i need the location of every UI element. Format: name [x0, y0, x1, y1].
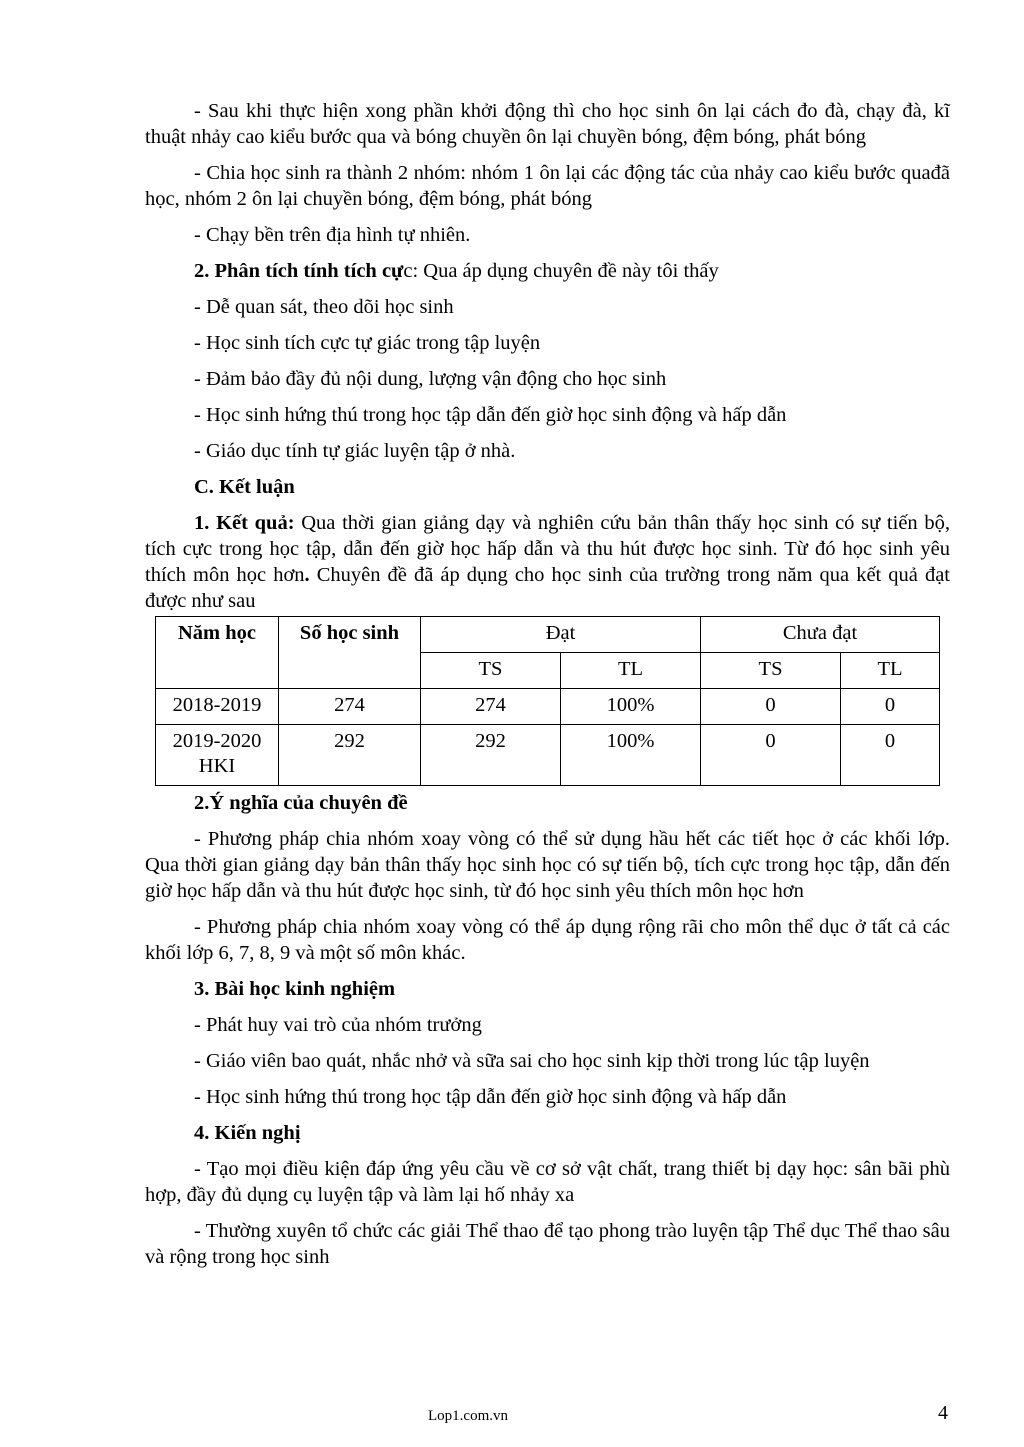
list-item: - Học sinh tích cực tự giác trong tập luyện [194, 332, 541, 354]
section-2-heading [145, 258, 950, 284]
document-body [145, 98, 950, 1280]
result-label: 1. Kết quả: [194, 512, 295, 534]
cell-fail-ts: 0 [701, 689, 841, 725]
section-2-heading-rest: c: Qua áp dụng chuyên đề này tôi thấy [403, 260, 719, 282]
page-number: 4 [938, 1402, 948, 1424]
lessons-heading: 3. Bài học kinh nghiệm [194, 978, 396, 1000]
cell-students: 274 [279, 689, 421, 725]
proposal-paragraph-2: - Thường xuyên tổ chức các giải Thể thao để tạo phong trào luyện tập Thể dục Thể thao sâu và rộng trong học sinh [145, 1220, 950, 1268]
intro-paragraph-1: - Sau khi thực hiện xong phần khởi động thì cho học sinh ôn lại cách đo đà, chạy đà, kĩ thuật nhảy cao kiểu bước qua và bóng chuyền ôn lại chuyền bóng, đệm bóng, phát bóng [145, 100, 950, 148]
results-table [155, 616, 940, 786]
header-pass-ts: TS [421, 653, 561, 689]
table-row [156, 689, 940, 725]
section-2-heading-bold: 2. Phân tích tính tích cự [194, 260, 404, 282]
cell-fail-ts: 0 [701, 725, 841, 786]
meaning-paragraph-2: - Phương pháp chia nhóm xoay vòng có thể áp dụng rộng rãi cho môn thể dục ở tất cả các khối lớp 6, 7, 8, 9 và một số môn khác. [145, 916, 950, 964]
list-item: - Đảm bảo đầy đủ nội dung, lượng vận động cho học sinh [194, 368, 667, 390]
footer-site: Lop1.com.vn [428, 1408, 508, 1424]
cell-pass-ts: 292 [421, 725, 561, 786]
result-paragraph [145, 510, 950, 614]
header-students: Số học sinh [279, 617, 421, 689]
list-item: - Học sinh hứng thú trong học tập dẫn đến giờ học sinh động và hấp dẫn [194, 404, 787, 426]
table-row [156, 725, 940, 786]
cell-pass-tl: 100% [561, 689, 701, 725]
cell-year: 2019-2020 HKI [156, 725, 279, 786]
cell-fail-tl: 0 [841, 725, 940, 786]
table-header-row [156, 617, 940, 653]
meaning-paragraph-1: - Phương pháp chia nhóm xoay vòng có thể sử dụng hầu hết các tiết học ở các khối lớp. Qua thời gian giảng dạy bản thân thấy học sinh học có sự tiến bộ, tích cực trong học tập, dẫn đến giờ học hấp dẫn và thu hút được học sinh, từ đó học sinh yêu thích môn học hơn [145, 828, 950, 902]
proposal-paragraph-1: - Tạo mọi điều kiện đáp ứng yêu cầu về cơ sở vật chất, trang thiết bị dạy học: sân bãi phù hợp, đầy đủ dụng cụ luyện tập và làm lại hố nhảy xa [145, 1158, 950, 1206]
cell-students: 292 [279, 725, 421, 786]
list-item: - Dễ quan sát, theo dõi học sinh [194, 296, 454, 318]
result-dot: . [304, 564, 310, 586]
list-item: - Giáo dục tính tự giác luyện tập ở nhà. [194, 440, 516, 462]
header-pass-tl: TL [561, 653, 701, 689]
list-item: - Học sinh hứng thú trong học tập dẫn đến giờ học sinh động và hấp dẫn [194, 1086, 787, 1108]
header-pass: Đạt [421, 617, 701, 653]
meaning-heading: 2.Ý nghĩa của chuyên đề [194, 792, 408, 814]
list-item: - Giáo viên bao quát, nhắc nhở và sữa sai cho học sinh kịp thời trong lúc tập luyện [194, 1050, 870, 1072]
result-text: Qua thời gian giảng dạy và nghiên cứu bản thân thấy học sinh có sự tiến bộ, tích cực trong học tập, dẫn đến giờ học hấp dẫn và thu hút được học sinh. Từ đó học sinh yêu thích môn học hơn [145, 512, 950, 586]
section-c-heading: C. Kết luận [194, 476, 295, 498]
header-year: Năm học [156, 617, 279, 689]
header-fail-tl: TL [841, 653, 940, 689]
cell-pass-ts: 274 [421, 689, 561, 725]
result-text-2: Chuyên đề đã áp dụng cho học sinh của trường trong năm qua kết quả đạt được như sau [145, 564, 951, 612]
intro-paragraph-3: - Chạy bền trên địa hình tự nhiên. [194, 224, 471, 246]
header-fail: Chưa đạt [701, 617, 940, 653]
cell-year: 2018-2019 [156, 689, 279, 725]
proposal-heading: 4. Kiến nghị [194, 1122, 301, 1144]
header-fail-ts: TS [701, 653, 841, 689]
list-item: - Phát huy vai trò của nhóm trưởng [194, 1014, 482, 1036]
cell-pass-tl: 100% [561, 725, 701, 786]
intro-paragraph-2: - Chia học sinh ra thành 2 nhóm: nhóm 1 ôn lại các động tác của nhảy cao kiểu bước quađã học, nhóm 2 ôn lại chuyền bóng, đệm bóng, phát bóng [145, 162, 950, 210]
cell-fail-tl: 0 [841, 689, 940, 725]
